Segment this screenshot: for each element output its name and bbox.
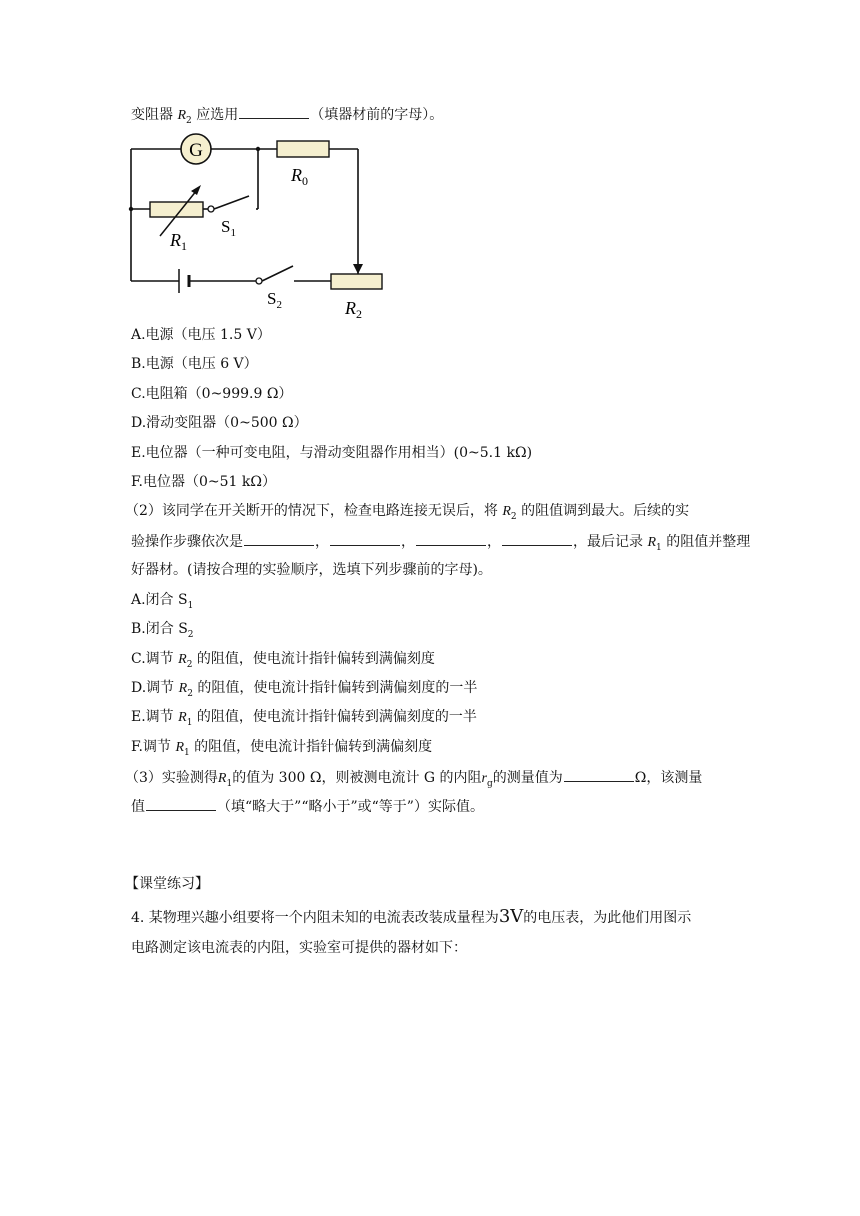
answer-blank[interactable] bbox=[244, 531, 314, 546]
step-a: A.闭合 $S_1$ bbox=[131, 592, 194, 611]
option-d: D.滑动变阻器（0~500 Ω） bbox=[131, 415, 308, 431]
part2-line1: （2）该同学在开关断开的情况下，检查电路连接无误后，将 $R_2$ 的阻值调到最大。后续的实 bbox=[125, 503, 690, 522]
junction-dot bbox=[256, 147, 260, 151]
circuit-diagram bbox=[125, 132, 395, 324]
question-4-line1: 4. 某物理兴趣小组要将一个内阻未知的电流表改装成量程为3V的电压表，为此他们用图示 bbox=[131, 906, 692, 927]
junction-dot bbox=[129, 207, 133, 211]
step-f: F.调节 $R_1$ 的阻值，使电流计指针偏转到满偏刻度 bbox=[131, 739, 433, 758]
option-e: E.电位器（一种可变电阻，与滑动变阻器作用相当）(0~5.1 kΩ) bbox=[131, 445, 533, 461]
answer-blank[interactable] bbox=[239, 104, 309, 119]
galvanometer-icon bbox=[181, 134, 211, 164]
step-d: D.调节 $R_2$ 的阻值，使电流计指针偏转到满偏刻度的一半 bbox=[131, 680, 478, 699]
switch-s2-contact bbox=[256, 278, 262, 284]
step-e: E.调节 $R_1$ 的阻值，使电流计指针偏转到满偏刻度的一半 bbox=[131, 709, 477, 728]
option-f: F.电位器（0~51 kΩ） bbox=[131, 474, 276, 490]
question-tail: 变阻器 $R_2$ 应选用 （填器材前的字母）。 bbox=[131, 104, 443, 131]
r2-label: $R_2$ bbox=[345, 298, 362, 321]
r0-label: $R_0$ bbox=[291, 165, 308, 188]
question-4-line2: 电路测定该电流表的内阻，实验室可提供的器材如下： bbox=[131, 940, 467, 956]
part3-line1: （3）实验测得$R_1$的值为 300 Ω，则被测电流计 G 的内阻$r_g$的测量值为 Ω，该测量 bbox=[125, 767, 702, 794]
answer-blank[interactable] bbox=[416, 531, 486, 546]
option-b: B.电源（电压 6 V） bbox=[131, 356, 258, 372]
option-a: A.电源（电压 1.5 V） bbox=[131, 327, 271, 343]
r1-label: $R_1$ bbox=[170, 230, 187, 253]
option-c: C.电阻箱（0~999.9 Ω） bbox=[131, 386, 293, 402]
step-b: B.闭合 $S_2$ bbox=[131, 621, 194, 640]
answer-blank[interactable] bbox=[330, 531, 400, 546]
battery-icon bbox=[179, 269, 189, 293]
resistor-r2-icon bbox=[331, 274, 382, 289]
answer-blank[interactable] bbox=[146, 796, 216, 811]
answer-blank[interactable] bbox=[564, 767, 634, 782]
s2-label: $S_2$ bbox=[267, 289, 282, 311]
step-c: C.调节 $R_2$ 的阻值，使电流计指针偏转到满偏刻度 bbox=[131, 651, 435, 670]
resistor-r0-icon bbox=[277, 141, 329, 157]
switch-s1-contact bbox=[208, 206, 214, 212]
slider-arrow-icon bbox=[353, 264, 363, 274]
part2-line2: 验操作步骤依次是 ， ， ， ，最后记录 $R_1$ 的阻值并整理 bbox=[131, 531, 750, 558]
galvanometer-label: G bbox=[189, 140, 203, 161]
part2-line3: 好器材。(请按合理的实验顺序，选填下列步骤前的字母)。 bbox=[131, 562, 492, 578]
answer-blank[interactable] bbox=[502, 531, 572, 546]
section-heading: 【课堂练习】 bbox=[125, 876, 209, 892]
part3-line2: 值 （填“略大于”“略小于”或“等于”）实际值。 bbox=[131, 796, 484, 817]
s1-label: $S_1$ bbox=[221, 217, 236, 239]
